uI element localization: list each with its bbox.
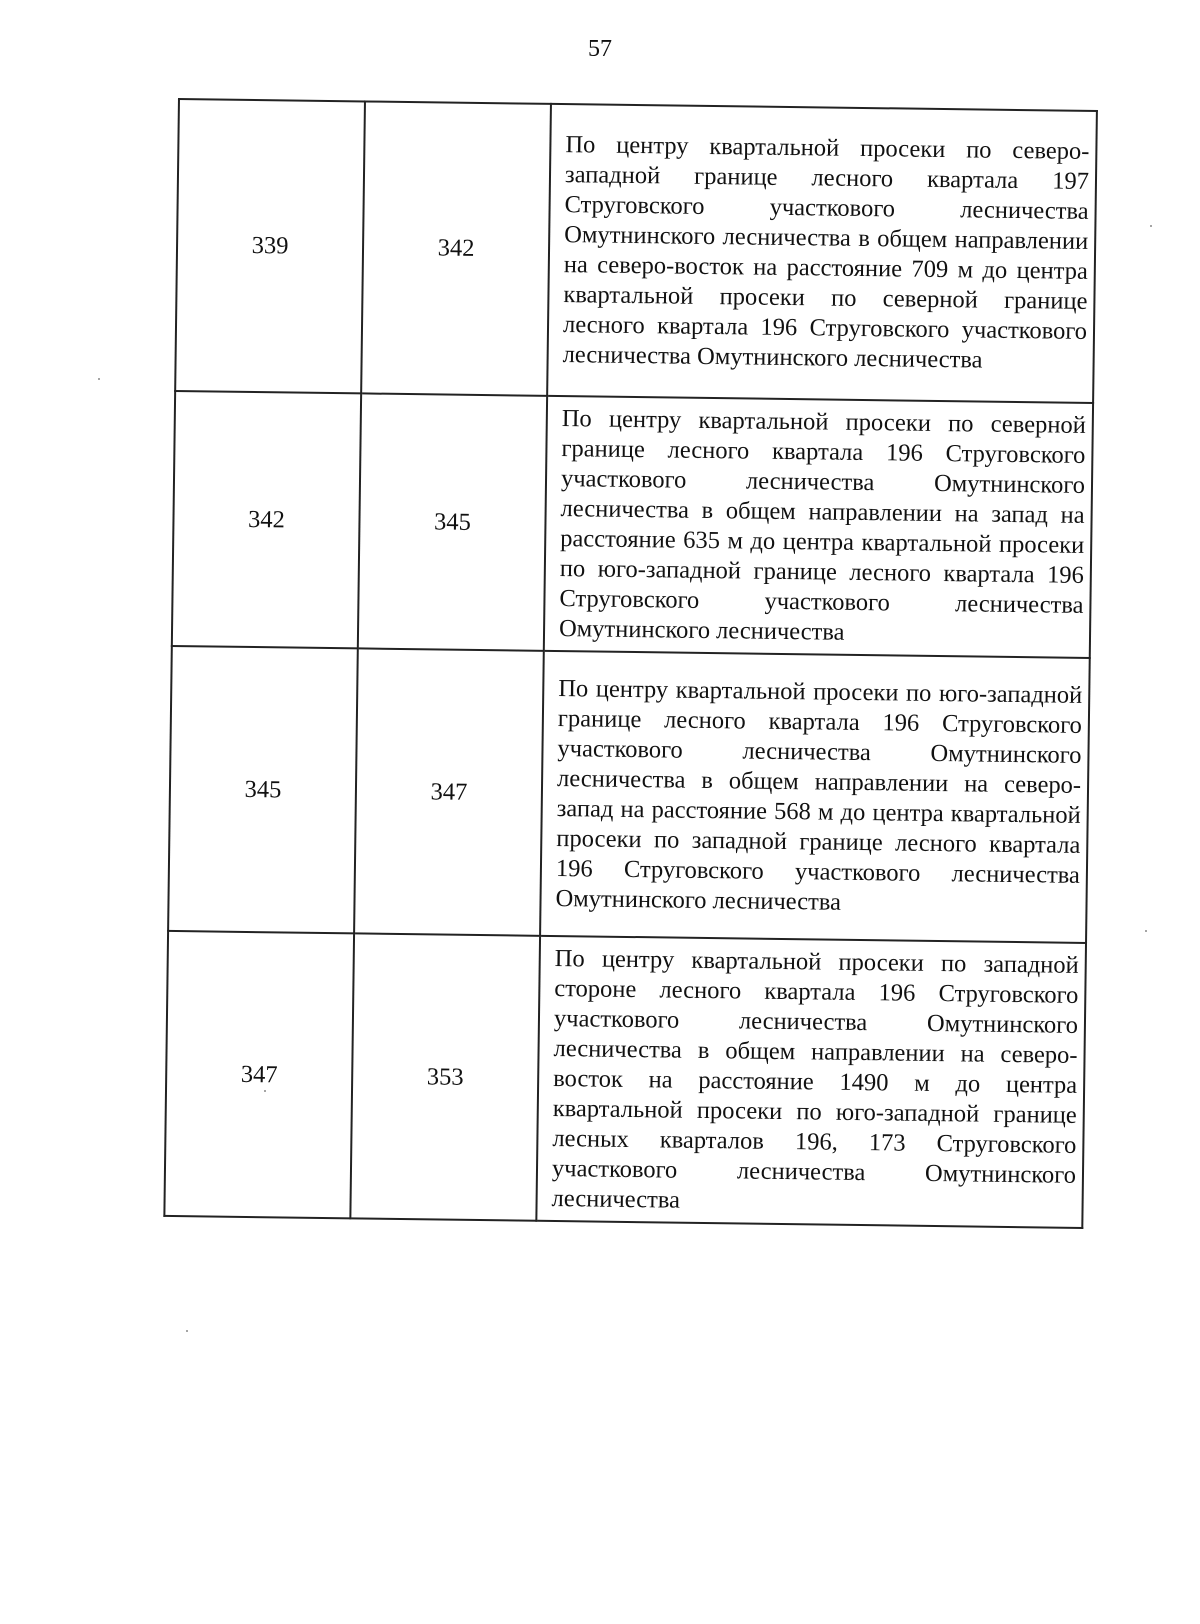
- to-point-cell: 342: [361, 101, 551, 395]
- table-row: [168, 646, 1090, 943]
- scan-speck: [264, 1090, 266, 1092]
- to-point-cell: 347: [354, 648, 544, 935]
- page-number: 57: [588, 36, 612, 62]
- scan-speck: [98, 378, 100, 380]
- table-row: [172, 391, 1093, 658]
- from-point-cell: 342: [172, 391, 361, 648]
- to-point-cell: 353: [350, 933, 540, 1220]
- scan-speck: [1145, 930, 1147, 932]
- scan-speck: [1150, 225, 1152, 227]
- to-point-cell: 345: [358, 393, 547, 650]
- boundary-description-cell: По центру квартальной просеки по юго-западной границе лесного квартала 196 Струговского участкового лесничества Омутнинского лесничества в общем направлении на северо-запад на расстояние 568 м до центра квартальной просеки по западной границе лесного квартала 196 Струговского участкового лесничества Омутнинского лесничества: [540, 651, 1090, 943]
- boundary-description-cell: По центру квартальной просеки по северной границе лесного квартала 196 Струговского участкового лесничества Омутнинского лесничества в общем направлении на запад на расстояние 635 м до центра квартальной просеки по юго-западной границе лесного квартала 196 Струговского участкового лесничества Омутнинского лесничества: [544, 396, 1093, 658]
- from-point-cell: 339: [175, 99, 365, 393]
- from-point-cell: 345: [168, 646, 358, 933]
- scan-speck: [186, 1330, 188, 1332]
- table-row: [175, 99, 1097, 403]
- boundary-description-cell: По центру квартальной просеки по северо-западной границе лесного квартала 197 Струговского участкового лесничества Омутнинского лесничества в общем направлении на северо-восток на расстояние 709 м до центра квартальной просеки по северной границе лесного квартала 196 Струговского участкового лесничества Омутнинского лесничества: [547, 104, 1097, 403]
- boundary-description-cell: По центру квартальной просеки по западной стороне лесного квартала 196 Струговского участкового лесничества Омутнинского лесничества в общем направлении на северо-восток на расстояние 1490 м до центра квартальной просеки по юго-западной границе лесных кварталов 196, 173 Струговского участкового лесничества Омутнинского лесничества: [536, 936, 1086, 1228]
- boundary-table: [163, 98, 1098, 1229]
- table-row: [164, 931, 1086, 1228]
- from-point-cell: 347: [164, 931, 354, 1218]
